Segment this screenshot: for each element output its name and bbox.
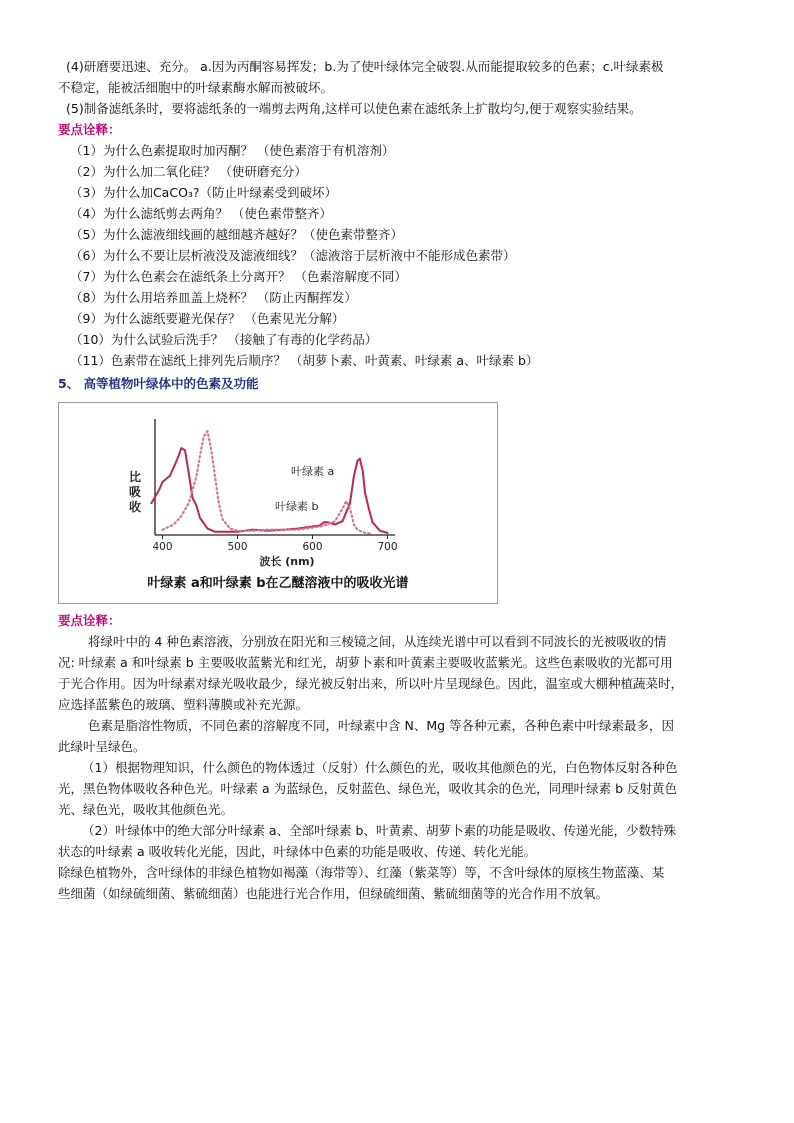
paragraph-line: （1）根据物理知识，什么颜色的物体透过（反射）什么颜色的光，吸收其他颜色的光，白色物体反射各种色: [82, 760, 678, 775]
step-4-line-2: 不稳定，能被活细胞中的叶绿素酶水解而被破坏。: [58, 80, 334, 95]
paragraph-line: 光、绿色光，吸收其他颜色光。: [58, 802, 234, 817]
absorption-spectrum-figure: [58, 402, 498, 604]
qa-item: （2）为什么加二氧化硅？ （使研磨充分）: [70, 164, 307, 179]
absorption-spectrum-chart: [59, 403, 497, 603]
step-5: (5)制备滤纸条时，要将滤纸条的一端剪去两角,这样可以使色素在滤纸条上扩散均匀,便于观察实验结果。: [66, 101, 642, 116]
paragraph-line: 况: 叶绿素 a 和叶绿素 b 主要吸收蓝紫光和红光，胡萝卜素和叶黄素主要吸收蓝紫光。这些色素吸收的光都可用: [58, 655, 673, 670]
qa-heading: 要点诠释：: [58, 122, 121, 137]
paragraph-line: 色素是脂溶性物质，不同色素的溶解度不同，叶绿素中含 N、Mg 等各种元素，各种色素中叶绿素最多，因: [88, 718, 675, 733]
series-label-chlorophyll-a: 叶绿素 a: [291, 465, 335, 478]
qa-item: （6）为什么不要让层析液没及滤液细线？（滤液溶于层析液中不能形成色素带）: [70, 248, 516, 263]
section-5-title: 5、 高等植物叶绿体中的色素及功能: [58, 376, 259, 391]
qa-item: （1）为什么色素提取时加丙酮？ （使色素溶于有机溶剂）: [70, 143, 395, 158]
paragraph-line: 些细菌（如绿硫细菌、紫硫细菌）也能进行光合作用，但绿硫细菌、紫硫细菌等的光合作用不放氧。: [58, 886, 609, 901]
qa-item: （11）色素带在滤纸上排列先后顺序？ （胡萝卜素、叶黄素、叶绿素 a、叶绿素 b）: [70, 353, 539, 368]
paragraph-line: 于光合作用。因为叶绿素对绿光吸收最少，绿光被反射出来，所以叶片呈现绿色。因此，温室或大棚种植蔬菜时，: [58, 676, 684, 691]
y-axis-label-char: 吸: [128, 485, 142, 499]
qa-item: （7）为什么色素会在滤纸条上分离开？ （色素溶解度不同）: [70, 269, 407, 284]
x-tick-label: 700: [377, 541, 398, 553]
qa-item: （8）为什么用培养皿盖上烧杯？ （防止丙酮挥发）: [70, 290, 357, 305]
x-tick-label: 600: [302, 541, 323, 553]
qa-item: （4）为什么滤纸剪去两角？ （使色素带整齐）: [70, 206, 332, 221]
y-axis-label-char: 收: [128, 500, 142, 514]
qa-item: （10）为什么试验后洗手？ （接触了有毒的化学药品）: [70, 332, 378, 347]
paragraph-line: 状态的叶绿素 a 吸收转化光能，因此，叶绿体中色素的功能是吸收、传递、转化光能。: [58, 844, 537, 859]
paragraph-line: 应选择蓝紫色的玻璃、塑料薄膜或补充光源。: [58, 697, 309, 712]
qa-item: （3）为什么加CaCO₃?（防止叶绿素受到破坏）: [70, 185, 338, 200]
document-page: [58, 56, 748, 904]
x-axis-label: 波长 (nm): [259, 555, 315, 568]
qa-list: [58, 140, 748, 371]
qa-item: （5）为什么滤液细线画的越细越齐越好？（使色素带整齐）: [70, 227, 403, 242]
paragraph-line: （2）叶绿体中的绝大部分叶绿素 a、全部叶绿素 b、叶黄素、胡萝卜素的功能是吸收、传递光能，少数特殊: [82, 823, 676, 838]
explanation-paragraphs: [58, 631, 748, 904]
x-tick-label: 500: [227, 541, 248, 553]
series-label-chlorophyll-b: 叶绿素 b: [275, 500, 319, 513]
paragraph-line: 除绿色植物外，含叶绿体的非绿色植物如褐藻（海带等）、红藻（紫菜等）等，不含叶绿体的原核生物蓝藻、某: [58, 865, 665, 880]
qa2-heading: 要点诠释：: [58, 613, 121, 628]
y-axis-label-char: 比: [128, 470, 142, 484]
series-line-chlorophyll-b: [163, 431, 373, 534]
figure-caption: 叶绿素 a和叶绿素 b在乙醚溶液中的吸收光谱: [147, 576, 409, 591]
qa-item: （9）为什么滤纸要避光保存？ （色素见光分解）: [70, 311, 345, 326]
x-tick-label: 400: [152, 541, 173, 553]
step-4-line-1: (4)研磨要迅速、充分。 a.因为丙酮容易挥发；b.为了使叶绿体完全破裂.从而能提取较多的色素；c.叶绿素极: [66, 59, 664, 74]
paragraph-line: 光，黑色物体吸收各种色光。叶绿素 a 为蓝绿色，反射蓝色、绿色光，吸收其余的色光，同理叶绿素 b 反射黄色: [58, 781, 677, 796]
paragraph-line: 此绿叶呈绿色。: [58, 739, 146, 754]
paragraph-line: 将绿叶中的 4 种色素溶液，分别放在阳光和三棱镜之间，从连续光谱中可以看到不同波长的光被吸收的情: [88, 634, 667, 649]
